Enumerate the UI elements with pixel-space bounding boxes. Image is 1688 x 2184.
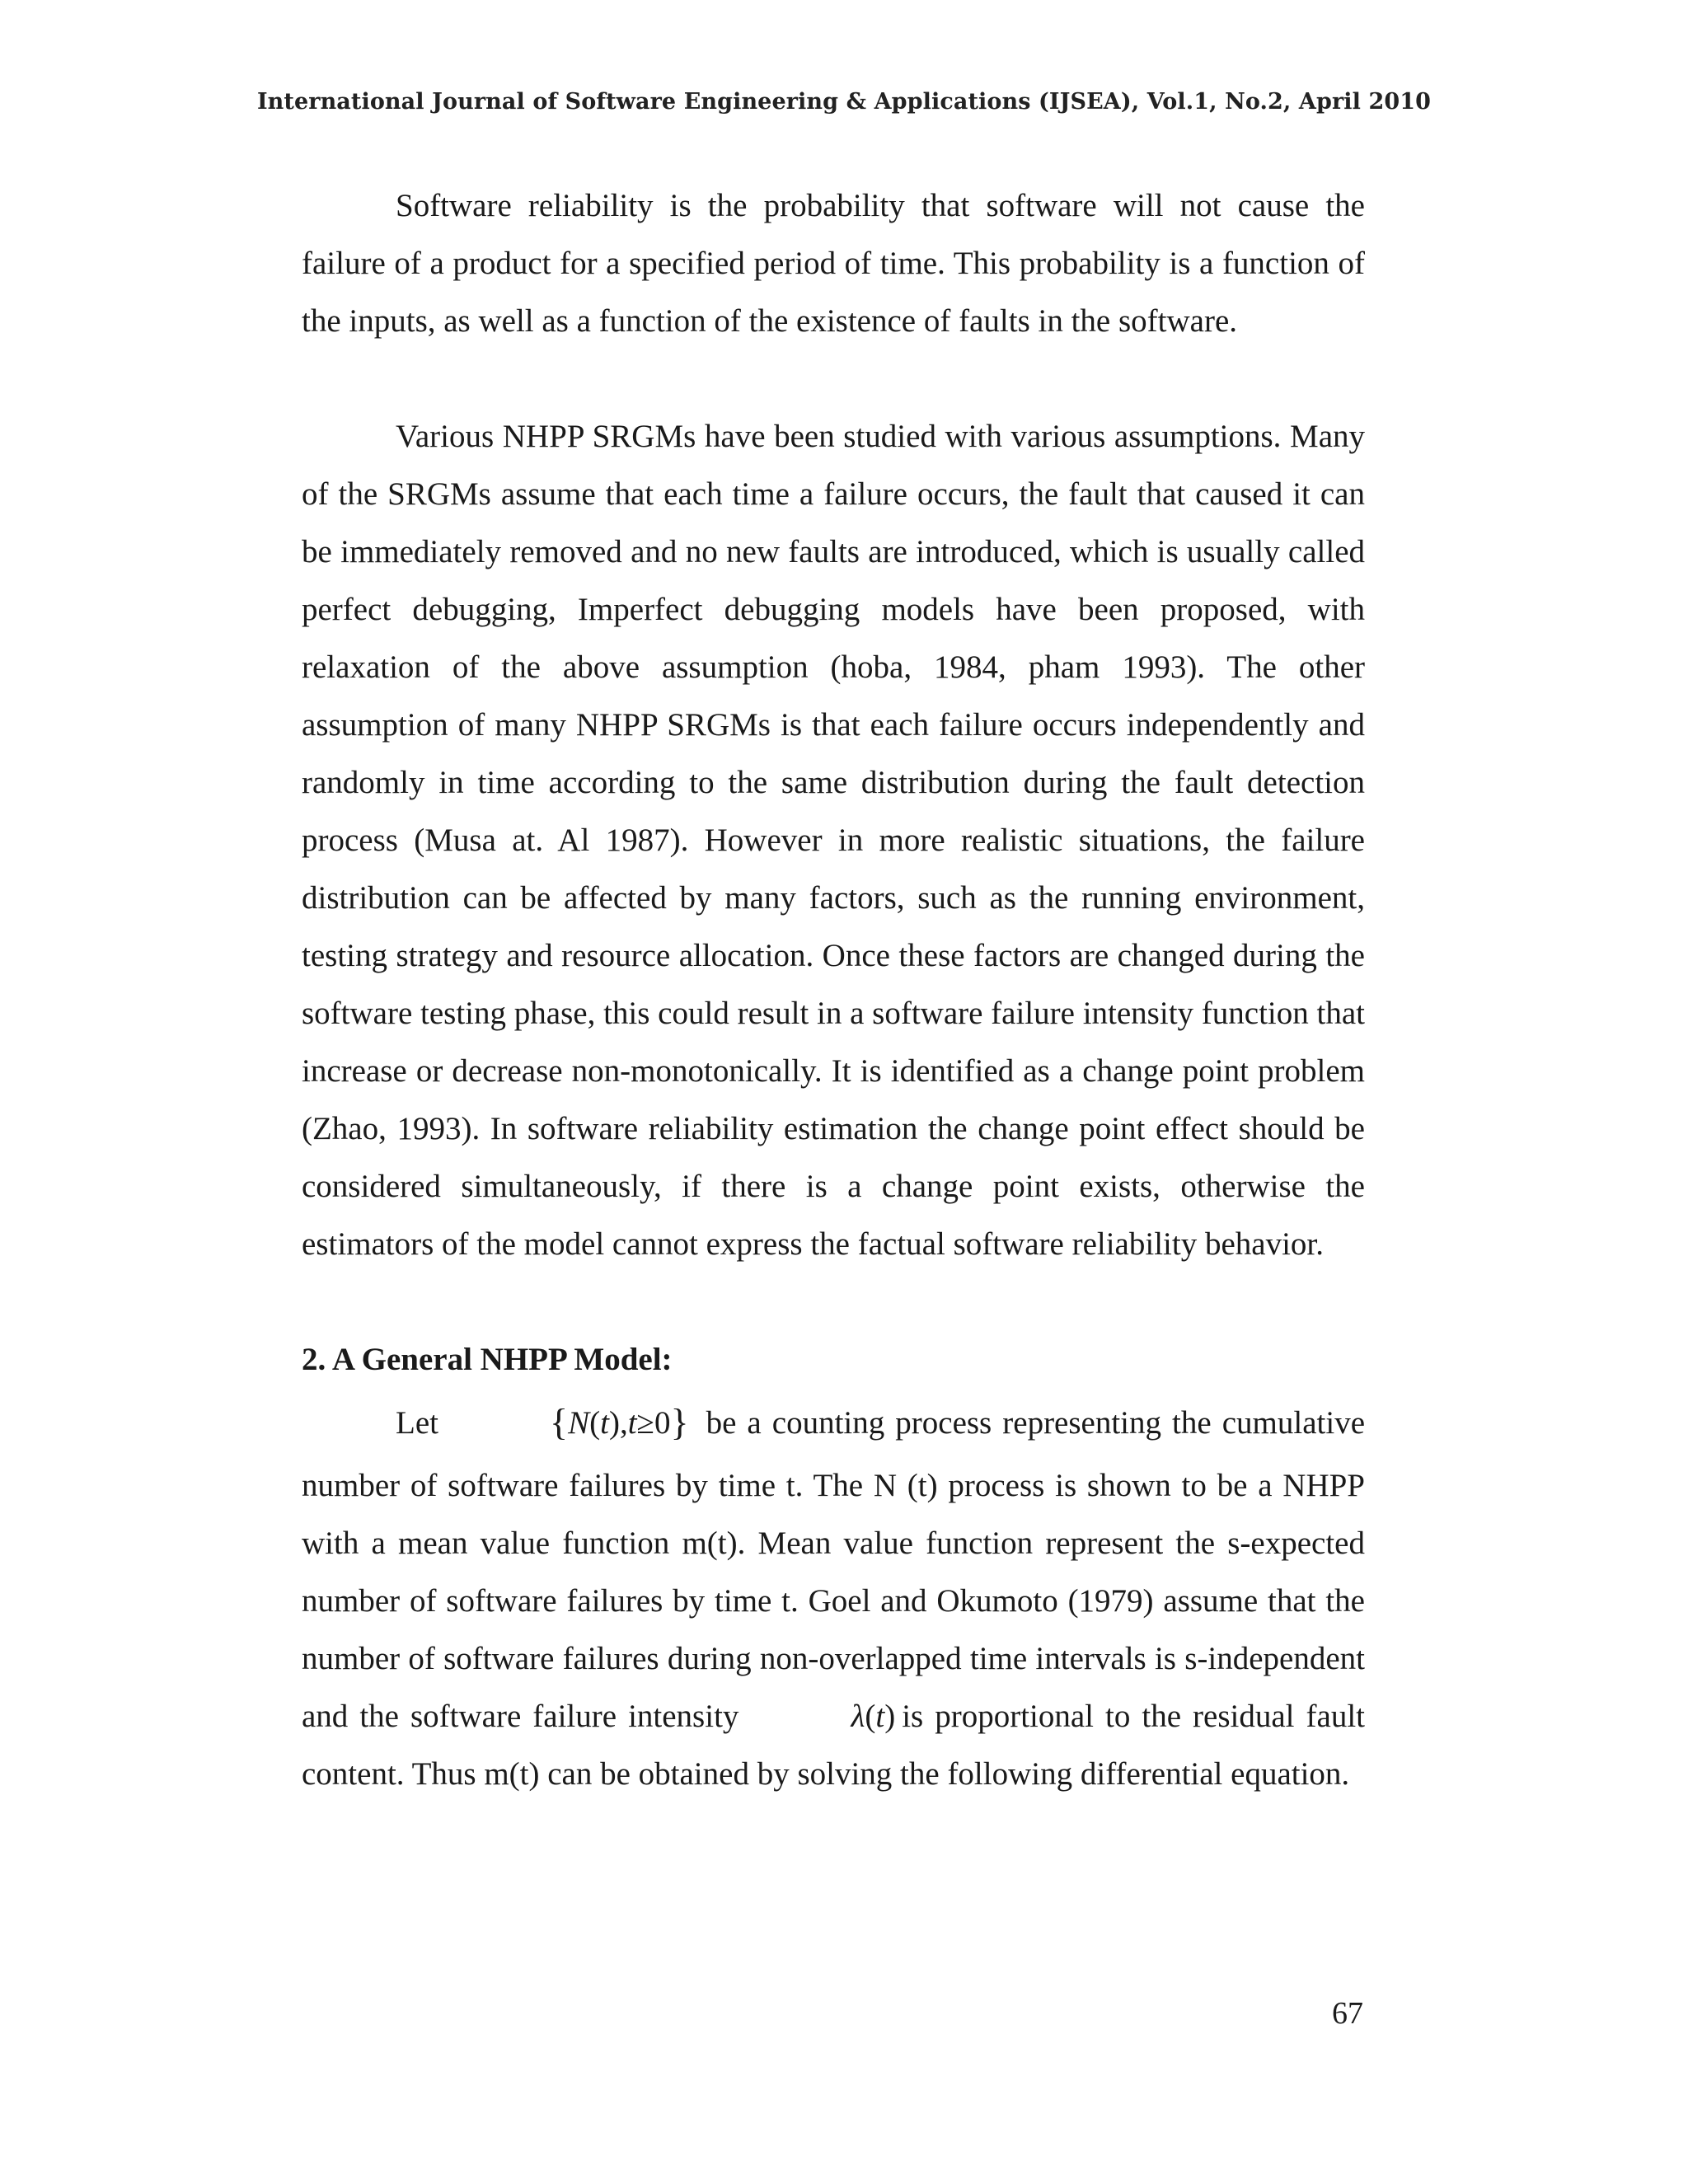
paragraph-reliability-definition: Software reliability is the probability that software will not cause the failure of a product for a specified period of time. This probability is a function of the inputs, as well as a function of the existence of faults in the software. — [302, 188, 1365, 339]
formula-lambda-paren-open: ( — [865, 1699, 876, 1734]
formula-open-brace: { — [550, 1401, 569, 1443]
formula-lambda: λ — [851, 1699, 865, 1734]
paragraph-general-nhpp — [302, 1389, 1365, 1803]
body-content — [302, 177, 1365, 1803]
formula-paren-close: ), — [608, 1405, 628, 1441]
formula-zero: 0 — [654, 1405, 671, 1441]
formula-var-t: t — [627, 1405, 637, 1441]
page-number: 67 — [1332, 1996, 1363, 2031]
failure-intensity-formula — [750, 1688, 902, 1746]
counting-process-formula — [449, 1389, 696, 1457]
formula-lambda-arg-t: t — [875, 1699, 885, 1734]
formula-geq: ≥ — [636, 1405, 654, 1441]
formula-symbol-n: N — [568, 1405, 590, 1441]
formula-lambda-paren-close: ) — [884, 1699, 896, 1734]
text-counting-process-description: be a counting process representing the cumulative number of software failures by time t. The N (t) process is shown to be a NHPP with a mean value function m(t). Mean value function represent the s-expected number of software failures by time t. Goel and Okumoto (1979) assume that the number of software failures during non-overlapped time intervals is s-independent and the software failure intensity — [302, 1405, 1365, 1734]
section-heading-general-nhpp: 2. A General NHPP Model: — [302, 1342, 673, 1377]
formula-arg-t: t — [600, 1405, 609, 1441]
text-let: Let — [396, 1405, 438, 1441]
running-header: International Journal of Software Engineering & Applications (IJSEA), Vol.1, No.2, April 2010 — [256, 89, 1432, 115]
formula-paren-open: ( — [589, 1405, 601, 1441]
text-residual-fault: is proportional to the residual fault content. Thus m(t) can be obtained by solving the following differential equation. — [302, 1699, 1365, 1792]
formula-close-brace: } — [670, 1401, 689, 1443]
paragraph-nhpp-assumptions: Various NHPP SRGMs have been studied with various assumptions. Many of the SRGMs assume that each time a failure occurs, the fault that caused it can be immediately removed and no new faults are introduced, which is usually called perfect debugging, Imperfect debugging models have been proposed, with relaxation of the above assumption (hoba, 1984, pham 1993). The other assumption of many NHPP SRGMs is that each failure occurs independently and randomly in time according to the same distribution during the fault detection process (Musa at. Al 1987). However in more realistic situations, the failure distribution can be affected by many factors, such as the running environment, testing strategy and resource allocation. Once these factors are changed during the software testing phase, this could result in a software failure intensity function that increase or decrease non-monotonically. It is identified as a change point problem (Zhao, 1993). In software reliability estimation the change point effect should be considered simultaneously, if there is a change point exists, otherwise the estimators of the model cannot express the factual software reliability behavior. — [302, 419, 1365, 1262]
